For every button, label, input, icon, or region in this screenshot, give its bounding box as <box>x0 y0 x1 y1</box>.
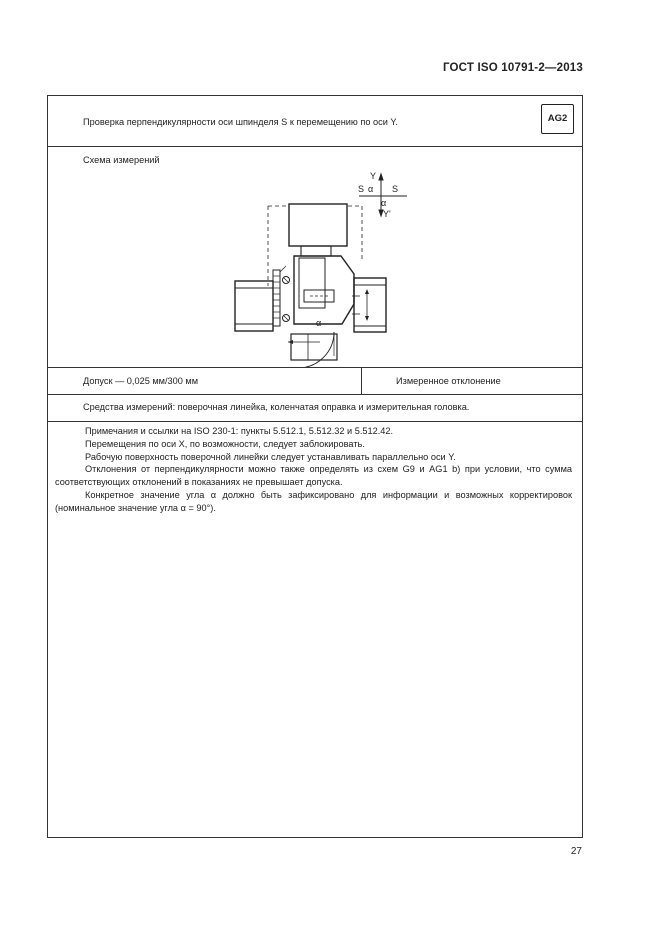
tolerance-label: Допуск — 0,025 мм/300 мм <box>83 376 199 386</box>
instruments-text: Средства измерений: поверочная линейка, коленчатая оправка и измерительная головка. <box>83 402 470 412</box>
page-number: 27 <box>570 846 582 857</box>
diagram-heading: Схема измерений <box>83 155 160 165</box>
axis-y-label: Y <box>370 171 377 181</box>
axis-y-prime-label: Y' <box>383 209 391 219</box>
note-line: Отклонения от перпендикулярности можно также определять из схем G9 и AG1 b) при условии, что сумма соответствующих отклонений в показаниях не превышает допуска. <box>55 464 572 488</box>
tolerance-divider <box>361 367 362 394</box>
alpha-top-label: α <box>368 184 374 194</box>
title-row <box>48 96 582 147</box>
alpha-bottom-label: α <box>381 198 387 208</box>
notes-section <box>48 421 582 837</box>
measurement-diagram <box>48 146 584 367</box>
diagram-row <box>48 146 582 368</box>
test-table <box>47 95 583 838</box>
axis-s-left-label: S <box>358 184 365 194</box>
measured-deviation-label: Измеренное отклонение <box>396 376 501 386</box>
test-code-badge: AG2 <box>541 104 574 134</box>
axis-s-right-label: S <box>392 184 399 194</box>
document-code: ГОСТ ISO 10791-2—2013 <box>442 62 583 74</box>
spindle-assembly <box>235 204 386 367</box>
note-line: Примечания и ссылки на ISO 230-1: пункты 5.512.1, 5.512.32 и 5.512.42. <box>85 426 394 436</box>
tolerance-row <box>48 367 582 395</box>
alpha-angle-label: α <box>316 318 322 328</box>
note-line: Рабочую поверхность поверочной линейки следует устанавливать параллельно оси Y. <box>85 451 456 462</box>
instruments-row <box>48 394 582 422</box>
test-title: Проверка перпендикулярности оси шпинделя S к перемещению по оси Y. <box>83 117 398 127</box>
axis-legend <box>358 171 407 219</box>
note-line: Перемещения по оси X, по возможности, следует заблокировать. <box>85 438 365 449</box>
note-line: Конкретное значение угла α должно быть зафиксировано для информации и возможных корректировок (номинальное значение угла α = 90°). <box>55 489 572 513</box>
notes-text <box>55 425 572 515</box>
